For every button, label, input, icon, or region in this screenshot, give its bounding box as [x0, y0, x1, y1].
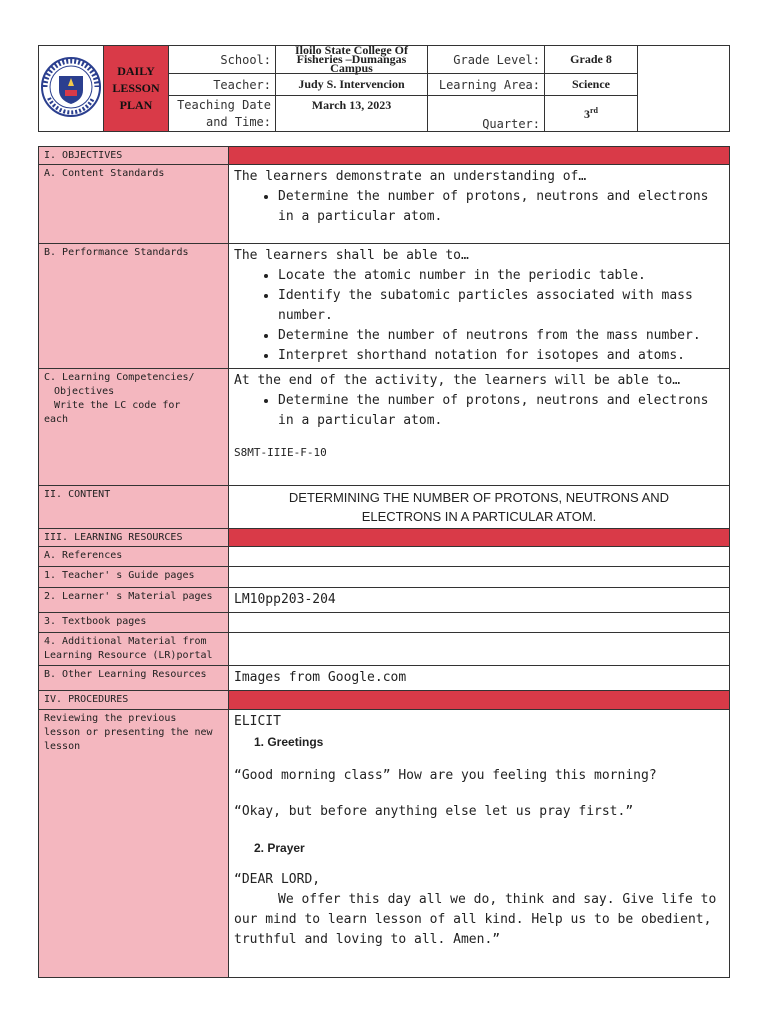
quarter-label: Quarter: [428, 96, 545, 132]
content-standards-label: A. Content Standards [39, 165, 229, 244]
content-title: DETERMINING THE NUMBER OF PROTONS, NEUTRONS AND ELECTRONS IN A PARTICULAR ATOM. [229, 486, 730, 529]
learning-competencies-label: C. Learning Competencies/ Objectives Write the LC code for each [39, 369, 229, 486]
procedures-heading: IV. PROCEDURES [39, 691, 229, 710]
teachers-guide-label: 1. Teacher' s Guide pages [39, 567, 229, 588]
review-lesson-label: Reviewing the previous lesson or presenting the new lesson [39, 710, 229, 978]
references-label: A. References [39, 547, 229, 567]
learners-material-label: 2. Learner' s Material pages [39, 588, 229, 613]
quarter-value: 3rd [545, 96, 638, 132]
learning-area-label: Learning Area: [428, 74, 545, 96]
lc-code: S8MT-IIIE-F-10 [234, 446, 327, 459]
objectives-bar [229, 147, 730, 165]
grade-level-label: Grade Level: [428, 46, 545, 74]
additional-material-label: 4. Additional Material from Learning Resource (LR)portal [39, 633, 229, 666]
performance-standards-text: The learners shall be able to… • Locate the atomic number in the periodic table. • Identify the subatomic particles associated with mass number. • Determine the number of neutrons from the mass number. • Interpret shorthand notation for isotopes and atoms. [229, 244, 730, 369]
school-label: School: [169, 46, 276, 74]
elicit-heading: ELICIT [234, 714, 281, 729]
step-prayer: 2. Prayer [254, 841, 305, 855]
learners-material-value: LM10pp203-204 [229, 588, 730, 613]
header-blank-cell [638, 46, 730, 132]
other-resources-label: B. Other Learning Resources [39, 666, 229, 691]
teacher-value: Judy S. Intervencion [276, 74, 428, 96]
content-heading: II. CONTENT [39, 486, 229, 529]
learning-resources-bar [229, 529, 730, 547]
procedures-bar [229, 691, 730, 710]
deped-seal-icon [39, 46, 103, 128]
procedures-text: ELICIT 1. Greetings “Good morning class” How are you feeling this morning? “Okay, but before anything else let us pray first.” 2. Prayer “DEAR LORD, We offer this day all we do, think and say. Give life to our mind to learn lesson of all kind. Help us to be obedient, truthful and loving to all. Amen.” [229, 710, 730, 978]
header-table [38, 45, 730, 132]
learning-competencies-text: At the end of the activity, the learners will be able to… • Determine the number of protons, neutrons and electrons in a particular atom. S8MT-IIIE-F-10 [229, 369, 730, 486]
learning-resources-heading: III. LEARNING RESOURCES [39, 529, 229, 547]
grade-level-value: Grade 8 [545, 46, 638, 74]
textbook-pages-label: 3. Textbook pages [39, 613, 229, 633]
other-resources-value: Images from Google.com [229, 666, 730, 691]
teaching-date-value: March 13, 2023 [276, 96, 428, 132]
teacher-label: Teacher: [169, 74, 276, 96]
learning-area-value: Science [545, 74, 638, 96]
performance-standards-label: B. Performance Standards [39, 244, 229, 369]
deped-logo [39, 46, 104, 132]
teaching-date-label: Teaching Date and Time: [169, 96, 276, 132]
objectives-heading: I. OBJECTIVES [39, 147, 229, 165]
step-greetings: 1. Greetings [254, 735, 324, 749]
daily-lesson-plan-title: DAILY LESSON PLAN [104, 46, 169, 132]
content-standards-text: The learners demonstrate an understanding of… • Determine the number of protons, neutrons and electrons in a particular atom. [229, 165, 730, 244]
lesson-plan-table [38, 146, 730, 978]
school-value: Iloilo State College Of Fisheries –Dumangas Campus [276, 46, 428, 74]
